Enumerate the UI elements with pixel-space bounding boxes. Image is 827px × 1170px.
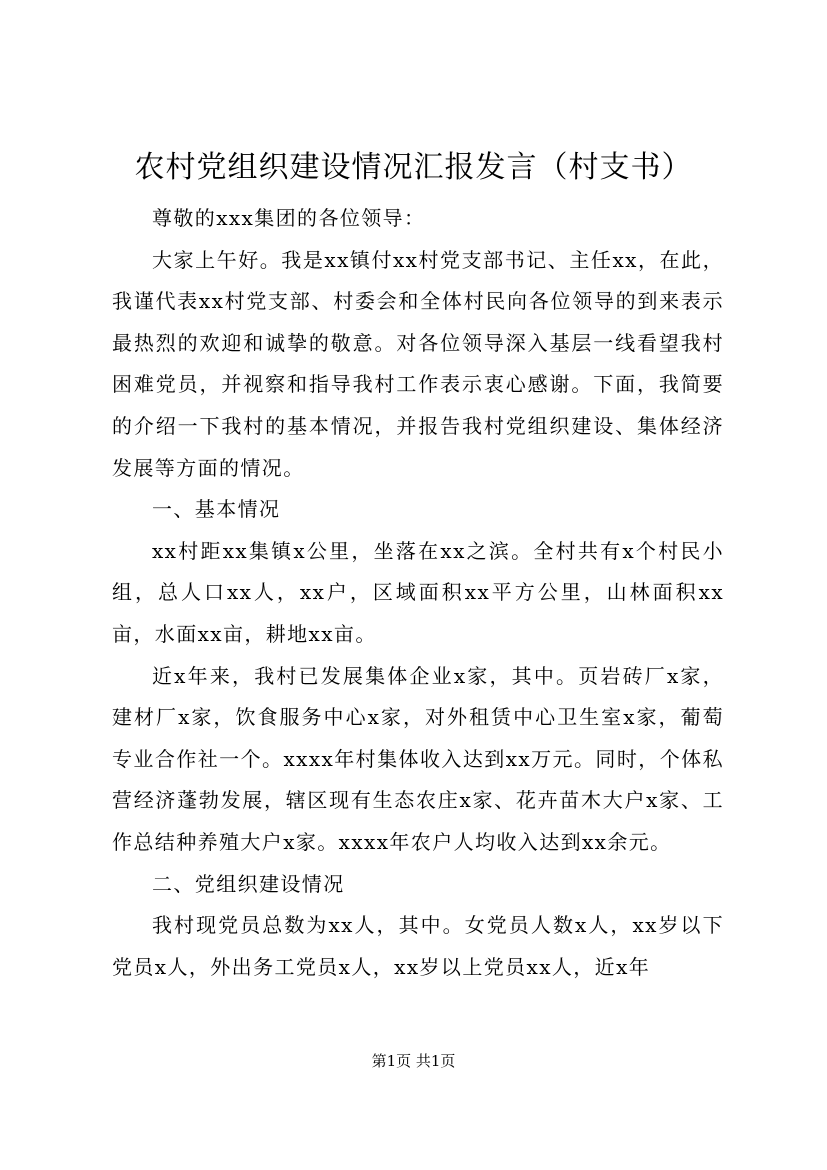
greeting-paragraph: 大家上午好。我是xx镇付xx村党支部书记、主任xx，在此，我谨代表xx村党支部、村委会和全体村民向各位领导的到来表示最热烈的欢迎和诚挚的敬意。对各位领导深入基层一线看望我村困难党员，并视察和指导我村工作表示衷心感谢。下面，我简要的介绍一下我村的基本情况，并报告我村党组织建设、集体经济发展等方面的情况。 bbox=[112, 247, 724, 480]
document-body bbox=[112, 198, 724, 988]
section-heading-party-building: 二、党组织建设情况 bbox=[152, 871, 345, 896]
salutation-paragraph: 尊敬的xxx集团的各位领导： bbox=[152, 206, 426, 230]
enterprise-paragraph: 近x年来，我村已发展集体企业x家，其中。页岩砖厂x家，建材厂x家，饮食服务中心x家，对外租赁中心卫生室x家，葡萄专业合作社一个。xxxx年村集体收入达到xx万元。同时，个体私营经济蓬勃发展，辖区现有生态农庄x家、花卉苗木大户x家、工作总结种养殖大户x家。xxxx年农户人均收入达到xx余元。 bbox=[112, 663, 724, 854]
party-members-paragraph: 我村现党员总数为xx人，其中。女党员人数x人，xx岁以下党员x人，外出务工党员x人，xx岁以上党员xx人，近x年 bbox=[112, 913, 724, 979]
section-heading-basic-info: 一、基本情况 bbox=[152, 497, 281, 522]
document-title: 农村党组织建设情况汇报发言（村支书） bbox=[134, 150, 693, 185]
village-overview-paragraph: xx村距xx集镇x公里，坐落在xx之滨。全村共有x个村民小组，总人口xx人，xx户，区域面积xx平方公里，山林面积xx亩，水面xx亩，耕地xx亩。 bbox=[112, 538, 724, 646]
page-number-footer: 第1页 共1页 bbox=[371, 1052, 456, 1070]
